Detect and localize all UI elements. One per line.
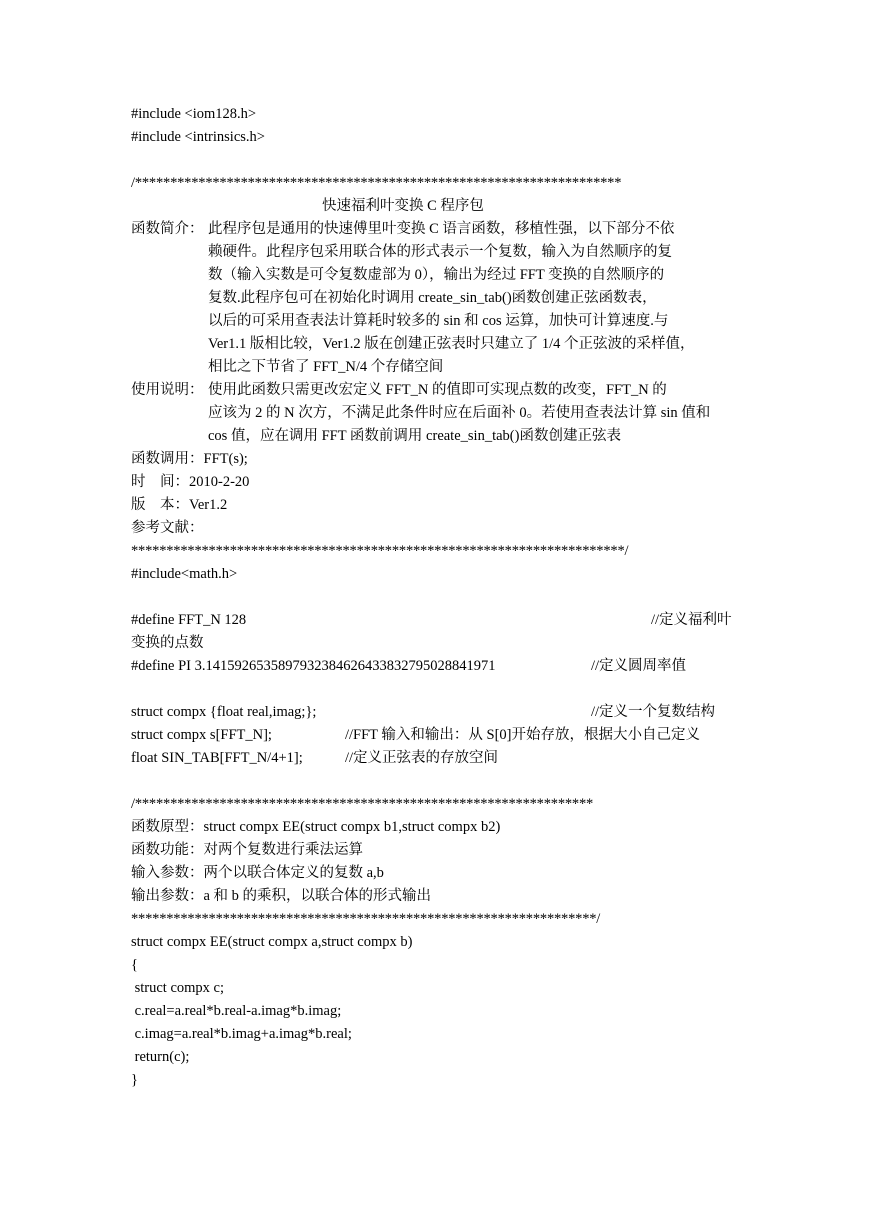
package-title: 快速福利叶变换 C 程序包 — [322, 198, 484, 214]
intro-line: 数（输入实数是可令复数虚部为 0），输出为经过 FFT 变换的自然顺序的 — [208, 267, 665, 283]
struct-def-comment: //定义一个复数结构 — [591, 704, 716, 720]
intro-line: 相比之下节省了 FFT_N/4 个存储空间 — [208, 359, 444, 375]
define-fftn-wrap: 变换的点数 — [131, 635, 204, 651]
define-pi-line — [131, 655, 741, 678]
sin-tab: float SIN_TAB[FFT_N/4+1]; — [131, 750, 303, 766]
intro-line: 赖硬件。此程序包采用联合体的形式表示一个复数，输入为自然顺序的复 — [208, 244, 672, 260]
struct-s: struct compx s[FFT_N]; — [131, 727, 272, 743]
ee-output: 输出参数：a 和 b 的乘积，以联合体的形式输出 — [131, 888, 432, 904]
blank-line — [131, 770, 741, 793]
ee-comment-close: ******************************************************************/ — [131, 911, 601, 927]
blank-line — [131, 586, 741, 609]
define-fftn-comment: //定义福利叶 — [651, 612, 732, 628]
ee-input: 输入参数：两个以联合体定义的复数 a,b — [131, 865, 384, 881]
intro-line: 以后的可采用查表法计算耗时较多的 sin 和 cos 运算，加快可计算速度.与 — [208, 313, 669, 329]
code-line: struct compx c; — [131, 980, 225, 996]
usage-line: 使用此函数只需更改宏定义 FFT_N 的值即可实现点数的改变，FFT_N 的 — [208, 382, 667, 398]
usage-block — [131, 379, 741, 448]
define-pi-comment: //定义圆周率值 — [591, 658, 687, 674]
define-fftn: #define FFT_N 128 — [131, 612, 247, 628]
code-line: } — [131, 1072, 138, 1088]
ee-prototype: 函数原型：struct compx EE(struct compx b1,struct compx b2) — [131, 819, 501, 835]
struct-s-line — [131, 724, 741, 747]
intro-text — [208, 218, 695, 379]
ee-comment-open: /***************************************************************** — [131, 796, 594, 812]
code-line: c.imag=a.real*b.imag+a.imag*b.real; — [131, 1026, 352, 1042]
struct-def: struct compx {float real,imag;}; — [131, 704, 317, 720]
define-fftn-line — [131, 609, 741, 632]
usage-label: 使用说明： — [131, 382, 204, 398]
blank-line — [131, 678, 741, 701]
code-line: return(c); — [131, 1049, 190, 1065]
intro-block — [131, 218, 741, 379]
version-line: 版 本：Ver1.2 — [131, 497, 228, 513]
usage-text — [208, 379, 710, 448]
usage-line: 应该为 2 的 N 次方，不满足此条件时应在后面补 0。若使用查表法计算 sin 值和 — [208, 405, 711, 421]
time-line: 时 间：2010-2-20 — [131, 474, 250, 490]
struct-def-line — [131, 701, 741, 724]
comment-open: /********************************************************************* — [131, 175, 622, 191]
sin-tab-line — [131, 747, 741, 770]
comment-close: **********************************************************************/ — [131, 543, 629, 559]
blank-line — [131, 149, 741, 172]
intro-line: 复数.此程序包可在初始化时调用 create_sin_tab()函数创建正弦函数表， — [208, 290, 657, 306]
code-line: c.real=a.real*b.real-a.imag*b.imag; — [131, 1003, 342, 1019]
code-line: { — [131, 957, 138, 973]
intro-line: Ver1.1 版相比较，Ver1.2 版在创建正弦表时只建立了 1/4 个正弦波的采样值， — [208, 336, 695, 352]
include-line: #include <iom128.h> — [131, 106, 257, 122]
struct-s-comment: //FFT 输入和输出：从 S[0]开始存放，根据大小自己定义 — [345, 727, 701, 743]
include-math-line: #include<math.h> — [131, 566, 238, 582]
call-line: 函数调用：FFT(s); — [131, 451, 248, 467]
include-line: #include <intrinsics.h> — [131, 129, 265, 145]
code-line: struct compx EE(struct compx a,struct compx b) — [131, 934, 413, 950]
sin-tab-comment: //定义正弦表的存放空间 — [345, 750, 499, 766]
ee-function: 函数功能：对两个复数进行乘法运算 — [131, 842, 363, 858]
intro-line: 此程序包是通用的快速傅里叶变换 C 语言函数，移植性强，以下部分不依 — [208, 221, 675, 237]
usage-line: cos 值，应在调用 FFT 函数前调用 create_sin_tab()函数创建正弦表 — [208, 428, 621, 444]
intro-label: 函数简介： — [131, 221, 204, 237]
document-body — [131, 103, 741, 1092]
define-pi: #define PI 3.1415926535897932384626433832795028841971 — [131, 658, 496, 674]
reference-line: 参考文献： — [131, 520, 204, 536]
